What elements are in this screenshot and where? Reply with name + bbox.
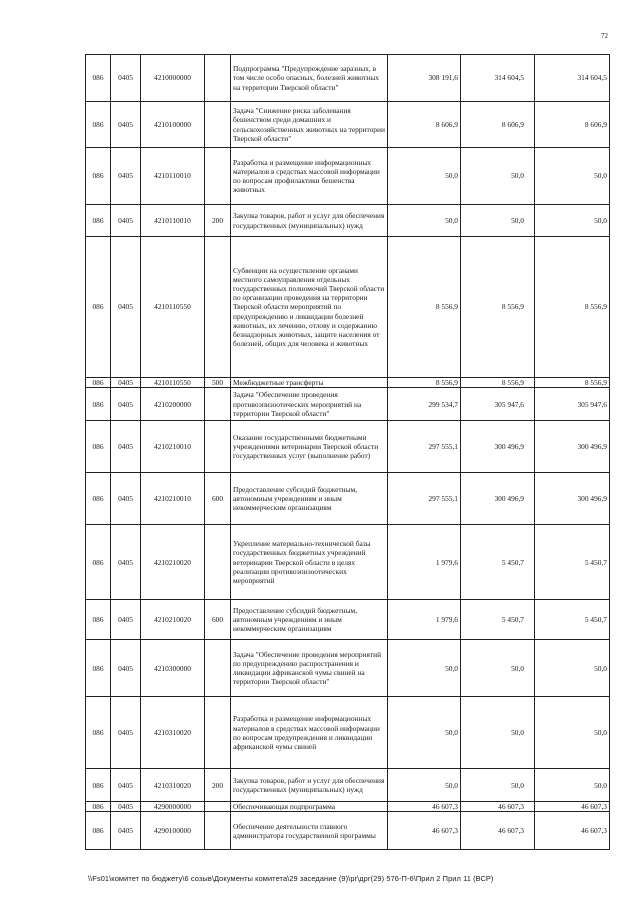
item-name-cell: Обеспечение деятельности главного администратора государственной программы bbox=[231, 812, 388, 850]
section-code-cell: 0405 bbox=[111, 388, 141, 421]
ministry-code-cell: 086 bbox=[86, 769, 111, 802]
ministry-code-cell: 086 bbox=[86, 388, 111, 421]
item-name-cell: Разработка и размещение информационных материалов в средствах массовой информации по вопросам профилактики бешенства животных bbox=[231, 148, 388, 205]
amount-year-2-cell: 46 607,3 bbox=[461, 802, 535, 812]
amount-year-1-cell: 50,0 bbox=[388, 697, 461, 769]
target-article-cell: 4210110010 bbox=[141, 205, 205, 237]
amount-year-1-cell: 46 607,3 bbox=[388, 812, 461, 850]
amount-year-3-cell: 300 496,9 bbox=[535, 421, 610, 473]
amount-year-1-cell: 50,0 bbox=[388, 769, 461, 802]
amount-year-1-cell: 46 607,3 bbox=[388, 802, 461, 812]
amount-year-1-cell: 50,0 bbox=[388, 640, 461, 697]
amount-year-1-cell: 1 979,6 bbox=[388, 525, 461, 600]
expense-type-cell bbox=[205, 148, 231, 205]
target-article-cell: 4210100000 bbox=[141, 102, 205, 148]
ministry-code-cell: 086 bbox=[86, 697, 111, 769]
amount-year-2-cell: 300 496,9 bbox=[461, 473, 535, 525]
ministry-code-cell: 086 bbox=[86, 148, 111, 205]
amount-year-2-cell: 8 606,9 bbox=[461, 102, 535, 148]
expense-type-cell bbox=[205, 697, 231, 769]
item-name-cell: Задача "Снижение риска заболевания бешенством среди домашних и сельскохозяйственных животных на территории Тверской области" bbox=[231, 102, 388, 148]
page-number: 72 bbox=[601, 32, 608, 40]
ministry-code-cell: 086 bbox=[86, 802, 111, 812]
amount-year-1-cell: 50,0 bbox=[388, 205, 461, 237]
item-name-cell: Предоставление субсидий бюджетным, автономным учреждениям и иным некоммерческим организациям bbox=[231, 473, 388, 525]
section-code-cell: 0405 bbox=[111, 421, 141, 473]
amount-year-3-cell: 8 606,9 bbox=[535, 102, 610, 148]
amount-year-2-cell: 300 496,9 bbox=[461, 421, 535, 473]
section-code-cell: 0405 bbox=[111, 237, 141, 378]
table-row bbox=[86, 769, 610, 802]
table-row bbox=[86, 102, 610, 148]
target-article-cell: 4210000000 bbox=[141, 55, 205, 102]
amount-year-2-cell: 50,0 bbox=[461, 697, 535, 769]
expense-type-cell: 200 bbox=[205, 205, 231, 237]
section-code-cell: 0405 bbox=[111, 102, 141, 148]
item-name-cell: Субвенции на осуществление органами местного самоуправления отдельных государственных полномочий Тверской области по организации проведения на территории Тверской области мероприятий по предупреждению и ликвидации болезней животных, их лечению, отлову и содержанию безнадзорных животных, защите населения от болезней, общих для человека и животных bbox=[231, 237, 388, 378]
expense-type-cell bbox=[205, 55, 231, 102]
item-name-cell: Закупка товаров, работ и услуг для обеспечения государственных (муниципальных) нужд bbox=[231, 205, 388, 237]
table-row bbox=[86, 378, 610, 388]
expense-type-cell: 600 bbox=[205, 600, 231, 640]
amount-year-1-cell: 50,0 bbox=[388, 148, 461, 205]
section-code-cell: 0405 bbox=[111, 473, 141, 525]
amount-year-3-cell: 305 947,6 bbox=[535, 388, 610, 421]
target-article-cell: 4210210020 bbox=[141, 525, 205, 600]
amount-year-1-cell: 297 555,1 bbox=[388, 421, 461, 473]
amount-year-1-cell: 8 556,9 bbox=[388, 378, 461, 388]
amount-year-2-cell: 50,0 bbox=[461, 769, 535, 802]
item-name-cell: Предоставление субсидий бюджетным, автономным учреждениям и иным некоммерческим организациям bbox=[231, 600, 388, 640]
amount-year-3-cell: 46 607,3 bbox=[535, 812, 610, 850]
ministry-code-cell: 086 bbox=[86, 421, 111, 473]
expense-type-cell bbox=[205, 102, 231, 148]
target-article-cell: 4210300000 bbox=[141, 640, 205, 697]
ministry-code-cell: 086 bbox=[86, 205, 111, 237]
target-article-cell: 4210310020 bbox=[141, 769, 205, 802]
target-article-cell: 4210210010 bbox=[141, 421, 205, 473]
ministry-code-cell: 086 bbox=[86, 812, 111, 850]
section-code-cell: 0405 bbox=[111, 378, 141, 388]
section-code-cell: 0405 bbox=[111, 802, 141, 812]
amount-year-2-cell: 50,0 bbox=[461, 205, 535, 237]
item-name-cell: Закупка товаров, работ и услуг для обеспечения государственных (муниципальных) нужд bbox=[231, 769, 388, 802]
amount-year-2-cell: 8 556,9 bbox=[461, 237, 535, 378]
table-row bbox=[86, 600, 610, 640]
ministry-code-cell: 086 bbox=[86, 473, 111, 525]
target-article-cell: 4210210010 bbox=[141, 473, 205, 525]
item-name-cell: Разработка и размещение информационных материалов в средствах массовой информации по вопросам предупреждения и ликвидации африканской чумы свиней bbox=[231, 697, 388, 769]
amount-year-1-cell: 1 979,6 bbox=[388, 600, 461, 640]
table-row bbox=[86, 525, 610, 600]
amount-year-3-cell: 50,0 bbox=[535, 640, 610, 697]
table-row bbox=[86, 640, 610, 697]
amount-year-3-cell: 8 556,9 bbox=[535, 237, 610, 378]
expense-type-cell: 200 bbox=[205, 769, 231, 802]
amount-year-1-cell: 8 606,9 bbox=[388, 102, 461, 148]
expense-type-cell bbox=[205, 388, 231, 421]
amount-year-2-cell: 46 607,3 bbox=[461, 812, 535, 850]
file-path-footer: \\Fs01\комитет по бюджету\6 созыв\Документы комитета\29 заседание (9)\pr\дрг(29) 576-П-6\Прил 2 Прил 11 (ВСР) bbox=[88, 874, 494, 883]
table-row bbox=[86, 812, 610, 850]
item-name-cell: Задача "Обеспечение проведения противоэпизоотических мероприятий на территории Тверской области" bbox=[231, 388, 388, 421]
expense-type-cell: 500 bbox=[205, 378, 231, 388]
section-code-cell: 0405 bbox=[111, 148, 141, 205]
amount-year-2-cell: 5 450,7 bbox=[461, 600, 535, 640]
table-row bbox=[86, 148, 610, 205]
amount-year-3-cell: 50,0 bbox=[535, 769, 610, 802]
section-code-cell: 0405 bbox=[111, 600, 141, 640]
table-row bbox=[86, 237, 610, 378]
ministry-code-cell: 086 bbox=[86, 55, 111, 102]
ministry-code-cell: 086 bbox=[86, 102, 111, 148]
table-row bbox=[86, 421, 610, 473]
amount-year-2-cell: 50,0 bbox=[461, 640, 535, 697]
item-name-cell: Подпрограмма "Предупреждение заразных, в том числе особо опасных, болезней животных на территории Тверской области" bbox=[231, 55, 388, 102]
target-article-cell: 4210210020 bbox=[141, 600, 205, 640]
amount-year-3-cell: 46 607,3 bbox=[535, 802, 610, 812]
target-article-cell: 4210110010 bbox=[141, 148, 205, 205]
ministry-code-cell: 086 bbox=[86, 525, 111, 600]
expense-type-cell bbox=[205, 802, 231, 812]
amount-year-2-cell: 8 556,9 bbox=[461, 378, 535, 388]
amount-year-2-cell: 314 604,5 bbox=[461, 55, 535, 102]
amount-year-2-cell: 50,0 bbox=[461, 148, 535, 205]
amount-year-3-cell: 50,0 bbox=[535, 148, 610, 205]
section-code-cell: 0405 bbox=[111, 812, 141, 850]
amount-year-3-cell: 300 496,9 bbox=[535, 473, 610, 525]
item-name-cell: Оказание государственными бюджетными учреждениями ветеринарии Тверской области государственных услуг (выполнение работ) bbox=[231, 421, 388, 473]
target-article-cell: 4290000000 bbox=[141, 802, 205, 812]
table-row bbox=[86, 697, 610, 769]
section-code-cell: 0405 bbox=[111, 640, 141, 697]
ministry-code-cell: 086 bbox=[86, 600, 111, 640]
expense-type-cell bbox=[205, 421, 231, 473]
expense-type-cell: 600 bbox=[205, 473, 231, 525]
target-article-cell: 4210200000 bbox=[141, 388, 205, 421]
target-article-cell: 4210310020 bbox=[141, 697, 205, 769]
target-article-cell: 4210110550 bbox=[141, 378, 205, 388]
amount-year-3-cell: 50,0 bbox=[535, 697, 610, 769]
section-code-cell: 0405 bbox=[111, 525, 141, 600]
amount-year-3-cell: 50,0 bbox=[535, 205, 610, 237]
table-row bbox=[86, 388, 610, 421]
item-name-cell: Обеспечивающая подпрограмма bbox=[231, 802, 388, 812]
table-row bbox=[86, 205, 610, 237]
item-name-cell: Задача "Обеспечение проведения мероприятий по предупреждению распространения и ликвидации африканской чумы свиней на территории Тверской области" bbox=[231, 640, 388, 697]
expense-type-cell bbox=[205, 812, 231, 850]
section-code-cell: 0405 bbox=[111, 697, 141, 769]
item-name-cell: Укрепление материально-технической базы государственных бюджетных учреждений ветеринарии Тверской области в целях реализации противоэпизоотических мероприятий bbox=[231, 525, 388, 600]
ministry-code-cell: 086 bbox=[86, 640, 111, 697]
amount-year-1-cell: 308 191,6 bbox=[388, 55, 461, 102]
ministry-code-cell: 086 bbox=[86, 237, 111, 378]
section-code-cell: 0405 bbox=[111, 205, 141, 237]
amount-year-3-cell: 314 604,5 bbox=[535, 55, 610, 102]
amount-year-1-cell: 299 534,7 bbox=[388, 388, 461, 421]
section-code-cell: 0405 bbox=[111, 769, 141, 802]
table-row bbox=[86, 55, 610, 102]
amount-year-1-cell: 297 555,1 bbox=[388, 473, 461, 525]
table-row bbox=[86, 802, 610, 812]
target-article-cell: 4210110550 bbox=[141, 237, 205, 378]
amount-year-3-cell: 5 450,7 bbox=[535, 600, 610, 640]
expense-type-cell bbox=[205, 525, 231, 600]
amount-year-3-cell: 8 556,9 bbox=[535, 378, 610, 388]
amount-year-3-cell: 5 450,7 bbox=[535, 525, 610, 600]
amount-year-1-cell: 8 556,9 bbox=[388, 237, 461, 378]
expense-type-cell bbox=[205, 237, 231, 378]
expense-type-cell bbox=[205, 640, 231, 697]
target-article-cell: 4290100000 bbox=[141, 812, 205, 850]
item-name-cell: Межбюджетные трансферты bbox=[231, 378, 388, 388]
amount-year-2-cell: 5 450,7 bbox=[461, 525, 535, 600]
amount-year-2-cell: 305 947,6 bbox=[461, 388, 535, 421]
ministry-code-cell: 086 bbox=[86, 378, 111, 388]
table-row bbox=[86, 473, 610, 525]
section-code-cell: 0405 bbox=[111, 55, 141, 102]
budget-table bbox=[85, 54, 610, 850]
